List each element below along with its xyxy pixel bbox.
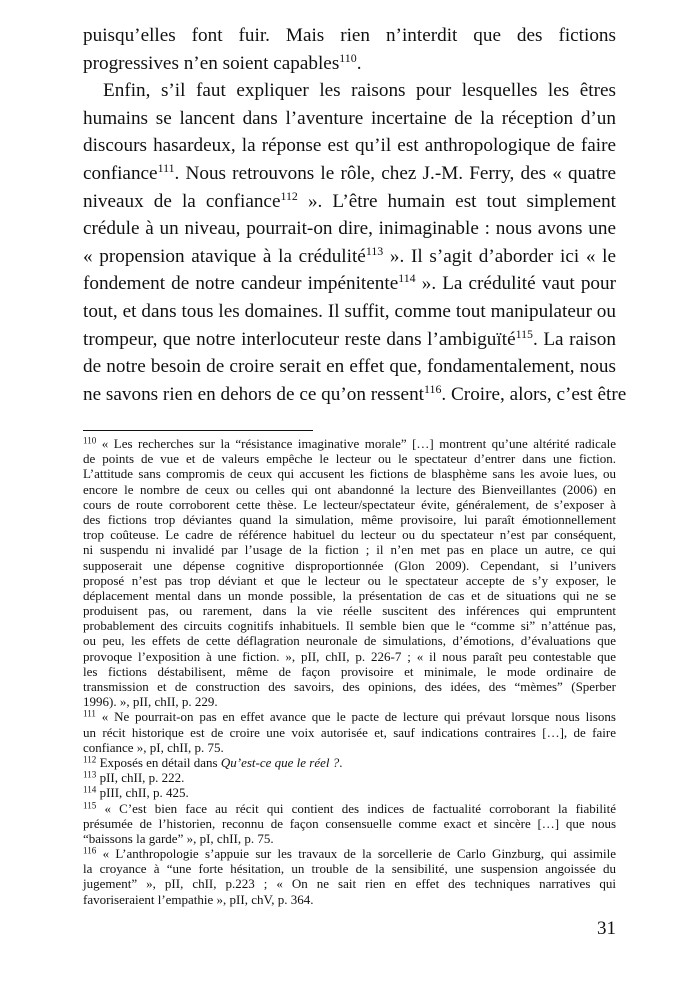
text-run: « Les recherches sur la “résistance imaginative morale” […] montrent qu’une altérité radicale (96, 436, 616, 451)
text-run: . (339, 754, 343, 770)
text-run: Enfin, s’il faut expliquer les raisons pour lesquelles les êtres (103, 80, 616, 102)
text-run: « L’anthropologie s’appuie sur les travaux de la sorcellerie de Carlo Ginzburg, qui assimile (96, 846, 616, 862)
text-run: transmission et de construction des savoirs, des opinions, des idées, des “mèmes” (Sperber (83, 679, 616, 694)
text-run: favoriseraient l’empathie », pII, chV, p. 364. (83, 891, 314, 907)
footnote-ref: 110 (339, 50, 357, 65)
body-line (83, 326, 616, 354)
text-run: ou peu, les effets de cette déflagration neuronale de simulations, d’émotions, d’évaluations que (83, 633, 616, 649)
text-run: . (356, 52, 362, 74)
text-run: proposé n’est pas trop déviant et que le lecteur ou le spectateur accepte de s’y exposer, le (83, 572, 616, 588)
text-run: niveaux de la confiance (83, 190, 281, 212)
footnote-ref: 111 (157, 160, 175, 175)
text-run: discours hasardeux, la réponse est qu’il est anthropologique de faire (83, 135, 616, 157)
text-run: crédule à un niveau, pourrait-on dire, inimaginable : nous avons une (83, 218, 616, 240)
body-line (83, 77, 616, 105)
text-run: pII, chII, p. 222. (96, 770, 185, 786)
text-run: ». La crédulité vaut pour (415, 273, 617, 295)
footnote-ref: 111 (83, 708, 96, 719)
footnote-ref: 116 (83, 845, 97, 856)
text-run: supposerait une dépense cognitive disproportionnée (Glon 2009). Cependant, si l’univers (83, 557, 616, 573)
footnote-line (83, 451, 616, 466)
footnote-line (83, 740, 616, 755)
body-line (83, 188, 616, 216)
body-line (83, 160, 616, 188)
text-run: un récit historique est de croire une voix autorisée et, sauf indications contraires […], de faire (83, 724, 616, 740)
footnote-line (83, 785, 616, 800)
text-run: cours de route corroborent cette thèse. Le lecteur/spectateur évite, généralement, de s’exposer à (83, 496, 616, 512)
footnote-line (83, 664, 616, 679)
footnote-line (83, 603, 616, 618)
body-line (83, 132, 616, 160)
text-run: trompeur, que notre interlocuteur reste dans l’ambiguïté (83, 328, 516, 350)
text-run: provoque l’exposition à une fiction. », pII, chII, p. 226-7 ; « il nous paraît peu contestable que (83, 648, 616, 664)
footnotes (83, 436, 616, 907)
text-run: probablement des circuits cognitifs inhabituels. Il semble bien que le “comme si” n’atténue pas, (83, 618, 616, 634)
text-run: déplacement mental dans un monde possible, la présentation de cas et de situations qui ne se (83, 587, 616, 603)
body-line (83, 215, 616, 243)
text-run: trop coûteuse. Le cadre de référence habituel du lecteur ou du spectateur n’est par conséquent, (83, 527, 616, 543)
text-run: Exposés en détail dans (96, 754, 221, 770)
page-number: 31 (597, 918, 616, 939)
text-run: présumée de l’historien, reconnu de façon consensuelle comme exact et sincère […] que nous (83, 815, 616, 831)
text-run: encore le nombre de ceux ou celles qui ont abandonné la lecture des Bienveillantes (2006) en (83, 481, 616, 497)
footnote-ref: 113 (83, 769, 97, 780)
footnote-ref: 112 (83, 754, 97, 765)
footnote-ref: 115 (83, 799, 97, 810)
footnote-ref: 114 (398, 271, 416, 286)
text-run: de points de vue et de valeurs empêche le lecteur ou le spectateur d’entrer dans une fiction. (83, 451, 616, 467)
body-text (83, 22, 627, 408)
footnote-line (83, 816, 616, 831)
text-run: « propension atavique à la crédulité (83, 245, 366, 267)
text-run: pIII, chII, p. 425. (96, 785, 189, 801)
footnote-line (83, 709, 616, 724)
footnote-line (83, 436, 616, 451)
body-line (83, 50, 616, 78)
body-line (83, 353, 616, 381)
footnote-ref: 116 (424, 381, 442, 396)
text-run: ne savons rien en dehors de ce qu’on ressent (83, 383, 424, 405)
text-run: jugement” », pII, chII, p.223 ; « On ne sait rien en effet des techniques narratives qui (83, 876, 616, 892)
footnote-line (83, 527, 616, 542)
text-run: des fictions trop déviantes quand la simulation, même provisoire, lui paraît émotionnellement (83, 511, 616, 527)
footnote-ref: 114 (83, 784, 97, 795)
footnote-line (83, 558, 616, 573)
text-run: . La raison (533, 328, 616, 350)
body-line (83, 22, 616, 50)
body-line (83, 105, 616, 133)
text-run: fondement de notre candeur impénitente (83, 273, 399, 295)
text-run: . Nous retrouvons le rôle, chez J.-M. Ferry, des « quatre (174, 162, 616, 184)
footnote-ref: 112 (280, 188, 298, 203)
body-line (83, 270, 616, 298)
footnote-line (83, 831, 616, 846)
text-run: de notre besoin de croire serait en effet que, fondamentalement, nous (83, 356, 616, 378)
footnote-line (83, 482, 616, 497)
footnote-separator (83, 430, 313, 431)
footnote-line (83, 755, 616, 770)
text-run: L’attitude sans compromis de ceux qui accusent les fictions de blasphème sans les avoie lues, ou (83, 466, 616, 482)
footnote-line (83, 725, 616, 740)
footnote-line (83, 497, 616, 512)
footnote-line (83, 846, 616, 861)
footnote-line (83, 618, 616, 633)
footnote-line (83, 892, 616, 907)
footnote-line (83, 770, 616, 785)
footnote-ref: 110 (83, 435, 97, 446)
text-run: confiance », pI, chII, p. 75. (83, 739, 224, 755)
text-run: puisqu’elles font fuir. Mais rien n’interdit que des fictions (83, 25, 616, 46)
footnote-line (83, 466, 616, 481)
text-run: “baissons la garde” », pI, chII, p. 75. (83, 830, 274, 846)
body-line (83, 381, 627, 409)
text-run: progressives n’en soient capables (83, 52, 340, 74)
text-run: humains se lancent dans l’aventure incertaine de la réception d’un (83, 107, 616, 129)
footnote-line (83, 649, 616, 664)
footnote-line (83, 861, 616, 876)
italic-title: Qu’est-ce que le réel ? (220, 754, 340, 770)
text-run: confiance (83, 162, 158, 184)
text-run: « Ne pourrait-on pas en effet avance que le pacte de lecture qui prévaut lorsque nous lisons (95, 709, 616, 725)
footnote-line (83, 876, 616, 891)
footnote-line (83, 694, 616, 709)
text-run: la croyance à “une forte hésitation, un trouble de la sensibilité, une suspension angoissée du (83, 861, 616, 877)
text-run: tout, et dans tous les domaines. Il suffit, comme tout manipulateur ou (83, 300, 616, 322)
text-run: produisent pas, ou rarement, dans la vie réelle suscitent des inférences qui empruntent (83, 603, 616, 619)
text-run: « C’est bien face au récit qui contient des indices de factualité corroborant la fiabilité (96, 800, 616, 816)
text-run: . Croire, alors, c’est être (441, 383, 627, 405)
body-line (83, 298, 616, 326)
footnote-line (83, 573, 616, 588)
text-run: ». Il s’agit d’aborder ici « le (383, 245, 617, 267)
footnote-line (83, 588, 616, 603)
text-run: les fictions déstabilisent, même de façon provisoire et minimale, le mode ordinaire de (83, 663, 616, 679)
text-run: ». L’être humain est tout simplement (297, 190, 616, 212)
footnote-line (83, 801, 616, 816)
text-run: 1996). », pII, chII, p. 229. (83, 694, 218, 710)
footnote-line (83, 633, 616, 648)
footnote-ref: 115 (515, 326, 533, 341)
footnote-line (83, 542, 616, 557)
text-run: ni suspendu ni invalidé par l’usage de la fiction ; il n’en met pas en place un autre, ce qui (83, 542, 616, 558)
body-line (83, 243, 616, 271)
footnote-ref: 113 (365, 243, 384, 258)
footnote-line (83, 679, 616, 694)
footnote-line (83, 512, 616, 527)
